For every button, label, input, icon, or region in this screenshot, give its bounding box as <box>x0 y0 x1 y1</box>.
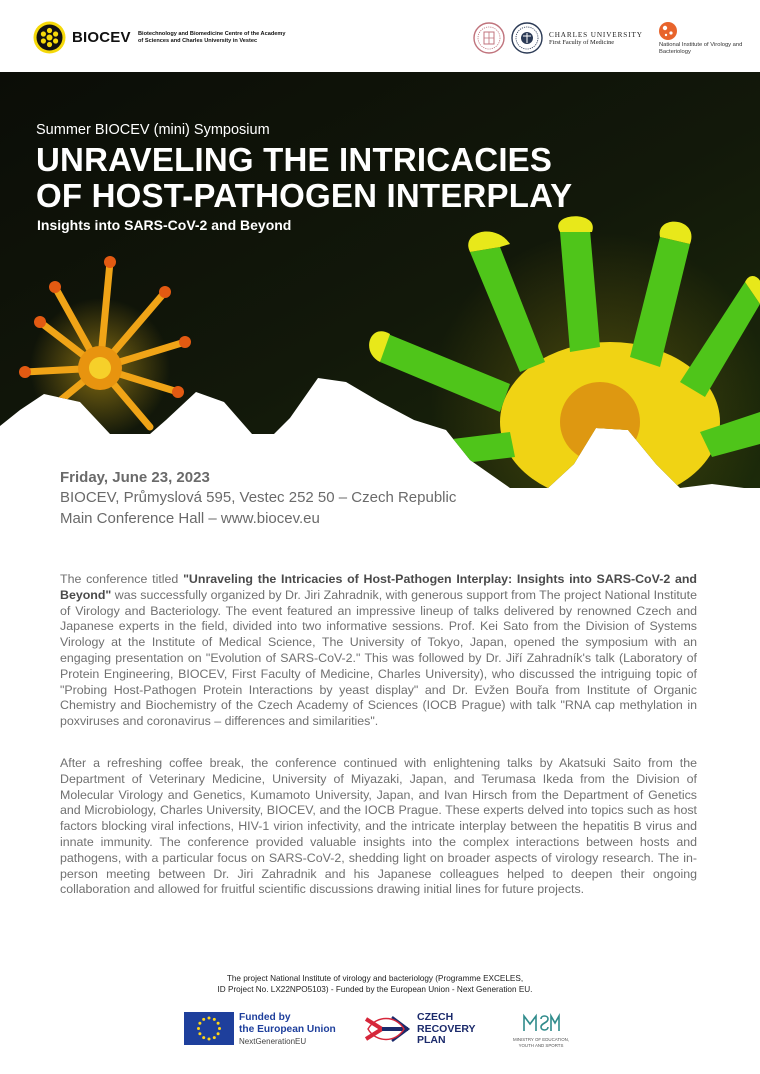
paragraph-1-rest: was successfully organized by Dr. Jiri Zahradnik, with generous support from The project National Institute of Virology and Bacteriology. The event featured an impressive lineup of talks delivered by renowned Czech and Japanese experts in the field, divided into two informative sessions. Prof. Kei Sato from the Division of Systems Virology at the Institute of Medical Science, The University of Tokyo, Japan, opened the symposium with an engaging presentation on "Evolution of SARS-CoV-2." This was followed by Dr. Jiří Zahradník's talk (Laboratory of Protein Engineering, BIOCEV, First Faculty of Medicine, Charles University), who discussed the intriguing topic of "Probing Host-Pathogen Protein Interactions by yeast display" and Dr. Evžen Bouřa from Institute of Organic Chemistry and Biochemistry of the Czech Academy of Sciences (IOCB Prague) with talk "RNA cap methylation in poxviruses and coronavirus – differences and similarities". <box>60 587 697 729</box>
eu-line-1: Funded by <box>239 1012 291 1023</box>
faculty-seal-icon <box>511 22 543 54</box>
page-title <box>36 142 572 214</box>
paragraph-2: After a refreshing coffee break, the conference continued with enlightening talks by Akatsuki Saito from the Department of Veterinary Medicine, University of Miyazaki, Japan, and Terumasa Ikeda from the Division of Molecular Virology and Genetics, Kumamoto University, Japan, and Ivan Hirsch from the Department of Genetics and Microbiology, Charles University, BIOCEV, and the IOCB Prague. These experts delved into topics such as host factors blocking viral infections, HIV-1 virion infectivity, and the intricate interplay between the hepatitis B virus and innate immunity. The conference provided valuable insights into the complex interactions between hosts and pathogens, with a particular focus on SARS-CoV-2, shedding light on broader aspects of virology research. The in-person meeting between Dr. Jiri Zahradnik and his Japanese colleagues helped to deepen their ongoing collaboration and allowed for fruitful scientific discussions drawing initial lines for future projects. <box>60 756 697 897</box>
funding-line-2: ID Project No. LX22NPO5103) - Funded by the European Union - Next Generation EU. <box>217 985 533 994</box>
conference-title-bold: "Unraveling the Intricacies of Host-Pathogen Interplay: Insights into SARS-CoV-2 and Beyond" <box>60 572 697 602</box>
crp-line-2: RECOVERY <box>417 1022 476 1035</box>
biocev-description: Biotechnology and Biomedicine Centre of the Academy of Sciences and Charles University in Vestec <box>138 31 286 44</box>
crp-line-1: CZECH <box>417 1011 454 1023</box>
eu-line-2: the European Union <box>239 1024 336 1035</box>
czech-recovery-plan-icon <box>362 1011 412 1047</box>
institute-logo-icon <box>658 21 678 41</box>
university-name: CHARLES UNIVERSITY <box>549 31 643 39</box>
czech-recovery-plan-label <box>417 1012 476 1047</box>
funding-line-1: The project National Institute of virology and bacteriology (Programme EXCELES, <box>226 974 524 983</box>
event-venue: BIOCEV, Průmyslová 595, Vestec 252 50 – Czech Republic <box>60 489 457 506</box>
eu-flag-icon <box>184 1012 234 1045</box>
title-line-2: OF HOST-PATHOGEN INTERPLAY <box>36 177 573 214</box>
page-subtitle: Insights into SARS-CoV-2 and Beyond <box>37 217 292 233</box>
paragraph-1 <box>60 572 697 730</box>
biocev-logo-icon <box>33 21 66 54</box>
crp-line-3: PLAN <box>417 1034 446 1046</box>
logo-bar <box>0 0 760 72</box>
event-hall: Main Conference Hall – www.biocev.eu <box>60 510 320 527</box>
ministry-label: MINISTRY OF EDUCATION, YOUTH AND SPORTS <box>512 1037 570 1048</box>
ministry-logo-icon <box>521 1011 561 1035</box>
eu-funding-label <box>239 1012 336 1036</box>
paragraph-1-intro: The conference titled <box>60 572 184 586</box>
biocev-name: BIOCEV <box>72 29 131 46</box>
eu-subtitle: NextGenerationEU <box>239 1037 307 1046</box>
symposium-kicker: Summer BIOCEV (mini) Symposium <box>36 122 270 138</box>
funding-statement <box>140 973 610 995</box>
event-date: Friday, June 23, 2023 <box>60 469 210 486</box>
university-seal-icon <box>473 22 505 54</box>
university-faculty: First Faculty of Medicine <box>549 39 615 46</box>
title-line-1: UNRAVELING THE INTRICACIES <box>36 141 553 178</box>
institute-name: National Institute of Virology and Bacteriology <box>659 42 743 55</box>
